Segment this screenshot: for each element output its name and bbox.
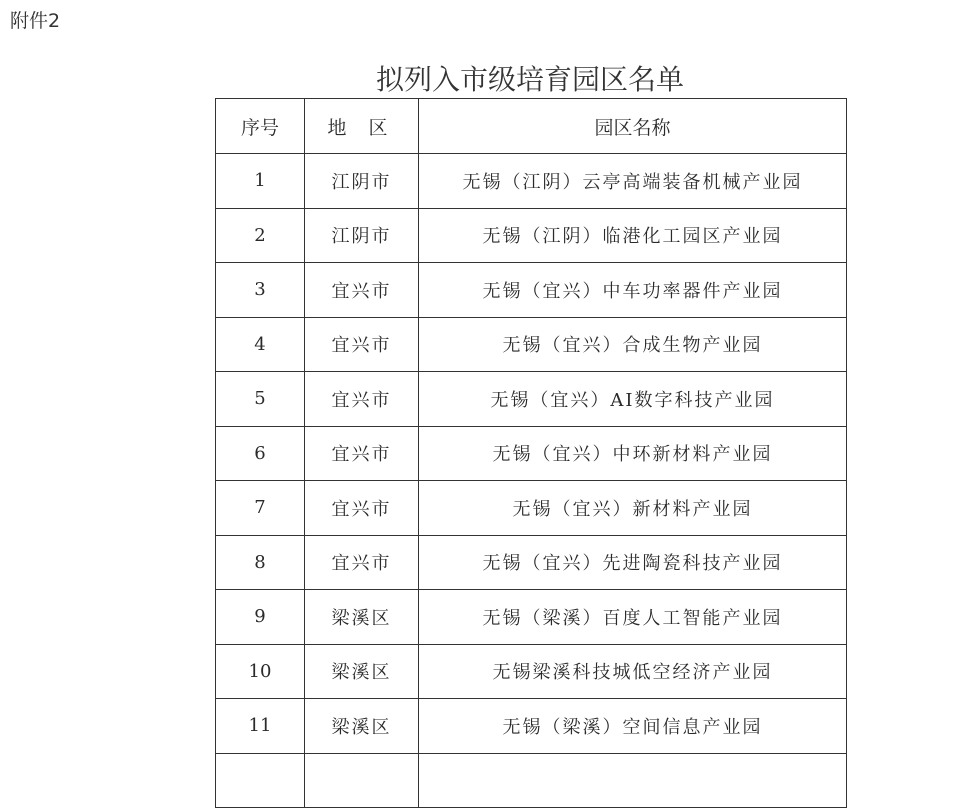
serial-number (216, 753, 305, 808)
attachment-label: 附件2 (10, 10, 61, 32)
area-cell: 梁溪区 (305, 644, 419, 699)
park-name-cell: 无锡（宜兴）合成生物产业园 (419, 317, 847, 372)
header-area: 地 区 (305, 99, 419, 154)
header-park-name: 园区名称 (419, 99, 847, 154)
park-name-cell (419, 753, 847, 808)
table-row-partial (216, 753, 847, 808)
park-name-cell: 无锡（梁溪）百度人工智能产业园 (419, 590, 847, 645)
document-title: 拟列入市级培育园区名单 (375, 63, 684, 96)
park-name-cell: 无锡（宜兴）先进陶瓷科技产业园 (419, 535, 847, 590)
serial-number: 8 (216, 535, 305, 590)
table-row (216, 644, 847, 699)
table-row (216, 426, 847, 481)
serial-number: 9 (216, 590, 305, 645)
serial-number: 11 (216, 699, 305, 754)
serial-number: 1 (216, 154, 305, 209)
serial-number: 7 (216, 481, 305, 536)
area-cell: 宜兴市 (305, 317, 419, 372)
table-header-row (216, 99, 847, 154)
serial-number: 5 (216, 372, 305, 427)
table-row (216, 317, 847, 372)
park-name-cell: 无锡（宜兴）新材料产业园 (419, 481, 847, 536)
serial-number: 2 (216, 208, 305, 263)
park-name-cell: 无锡（宜兴）中环新材料产业园 (419, 426, 847, 481)
table-row (216, 590, 847, 645)
header-serial-number: 序号 (216, 99, 305, 154)
table-row (216, 481, 847, 536)
park-name-cell: 无锡（江阴）云亭高端装备机械产业园 (419, 154, 847, 209)
area-cell: 宜兴市 (305, 481, 419, 536)
table-row (216, 154, 847, 209)
area-cell (305, 753, 419, 808)
area-cell: 宜兴市 (305, 535, 419, 590)
serial-number: 4 (216, 317, 305, 372)
table-row (216, 208, 847, 263)
park-name-cell: 无锡（江阴）临港化工园区产业园 (419, 208, 847, 263)
serial-number: 6 (216, 426, 305, 481)
park-name-cell: 无锡（宜兴）中车功率器件产业园 (419, 263, 847, 318)
table-row (216, 699, 847, 754)
table-row (216, 372, 847, 427)
park-name-cell: 无锡（宜兴）AI数字科技产业园 (419, 372, 847, 427)
table-row (216, 263, 847, 318)
area-cell: 江阴市 (305, 154, 419, 209)
park-name-cell: 无锡（梁溪）空间信息产业园 (419, 699, 847, 754)
serial-number: 10 (216, 644, 305, 699)
area-cell: 梁溪区 (305, 699, 419, 754)
area-cell: 宜兴市 (305, 426, 419, 481)
area-cell: 江阴市 (305, 208, 419, 263)
table-row (216, 535, 847, 590)
area-cell: 宜兴市 (305, 372, 419, 427)
area-cell: 宜兴市 (305, 263, 419, 318)
serial-number: 3 (216, 263, 305, 318)
park-name-cell: 无锡梁溪科技城低空经济产业园 (419, 644, 847, 699)
area-cell: 梁溪区 (305, 590, 419, 645)
park-list-table (215, 98, 847, 808)
